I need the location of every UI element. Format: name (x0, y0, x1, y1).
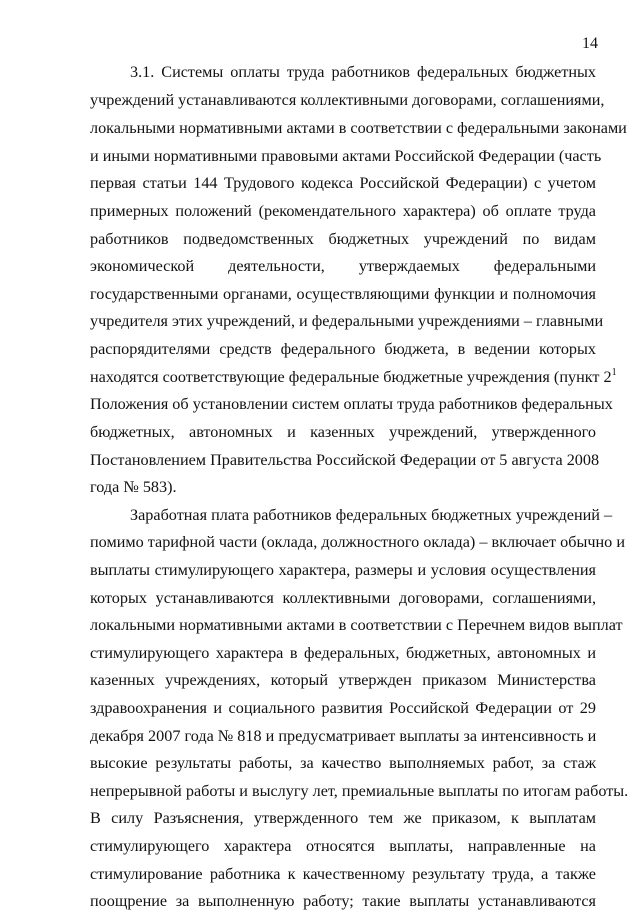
paragraph-1-line-3: локальными нормативными актами в соответствии с федеральными законами (90, 119, 627, 137)
paragraph-2-line-6: стимулирующего характера в федеральных, бюджетных, автономных и (90, 644, 596, 662)
paragraph-2-line-2: помимо тарифной части (оклада, должностного оклада) – включает обычно и (90, 533, 625, 551)
paragraph-1-line-11: распорядителями средств федерального бюджета, в ведении которых (90, 340, 596, 358)
paragraph-2-line-14: стимулирование работника к качественному результату труда, а также (90, 865, 596, 883)
paragraph-1-line-13: Положения об установлении систем оплаты труда работников федеральных (90, 395, 613, 413)
paragraph-2-line-5: локальными нормативными актами в соответствии с Перечнем видов выплат (90, 616, 623, 634)
paragraph-2-line-12: В силу Разъяснения, утвержденного тем же приказом, к выплатам (90, 809, 596, 827)
paragraph-2-line-9: декабря 2007 года № 818 и предусматривает выплаты за интенсивность и (90, 727, 597, 745)
paragraph-1-line-14: бюджетных, автономных и казенных учреждений, утвержденного (90, 423, 596, 441)
paragraph-2-line-15: поощрение за выполненную работу; такие выплаты устанавливаются (90, 892, 596, 910)
paragraph-2-line-8: здравоохранения и социального развития Российской Федерации от 29 (90, 699, 596, 717)
paragraph-1-line-5: первая статьи 144 Трудового кодекса Российской Федерации) с учетом (90, 174, 596, 192)
paragraph-1-line-2: учреждений устанавливаются коллективными договорами, соглашениями, (90, 91, 605, 109)
paragraph-1-line-1: 3.1. Системы оплаты труда работников федеральных бюджетных (130, 63, 596, 81)
paragraph-2-line-1: Заработная плата работников федеральных бюджетных учреждений – (130, 506, 613, 524)
paragraph-1-line-10: учредителя этих учреждений, и федеральными учреждениями – главными (90, 312, 604, 330)
paragraph-2-line-4: которых устанавливаются коллективными договорами, соглашениями, (90, 589, 596, 607)
paragraph-2-line-7: казенных учреждениях, который утвержден приказом Министерства (90, 671, 596, 689)
paragraph-1-line-12 (90, 367, 617, 387)
paragraph-1-line-7: работников подведомственных бюджетных учреждений по видам (90, 230, 596, 248)
footnote-mark: 1 (611, 367, 617, 378)
paragraph-1-line-15: Постановлением Правительства Российской Федерации от 5 августа 2008 (90, 451, 600, 469)
paragraph-2-line-13: стимулирующего характера относятся выплаты, направленные на (90, 837, 596, 855)
paragraph-2-line-11: непрерывной работы и выслугу лет, премиальные выплаты по итогам работы. (90, 782, 629, 800)
paragraph-1-line-9: государственными органами, осуществляющими функции и полномочия (90, 285, 596, 303)
paragraph-1-line-16: года № 583). (90, 478, 177, 496)
paragraph-1-line-8: экономической деятельности, утверждаемых федеральными (90, 257, 596, 275)
paragraph-1-line-6: примерных положений (рекомендательного характера) об оплате труда (90, 202, 596, 220)
paragraph-2-line-10: высокие результаты работы, за качество выполняемых работ, за стаж (90, 754, 596, 772)
paragraph-1-line-12-text: находятся соответствующие федеральные бюджетные учреждения (пункт 2 (90, 368, 612, 386)
paragraph-2-line-3: выплаты стимулирующего характера, размеры и условия осуществления (90, 561, 596, 579)
page-number: 14 (582, 35, 598, 52)
paragraph-1-line-4: и иными нормативными правовыми актами Российской Федерации (часть (90, 147, 602, 165)
